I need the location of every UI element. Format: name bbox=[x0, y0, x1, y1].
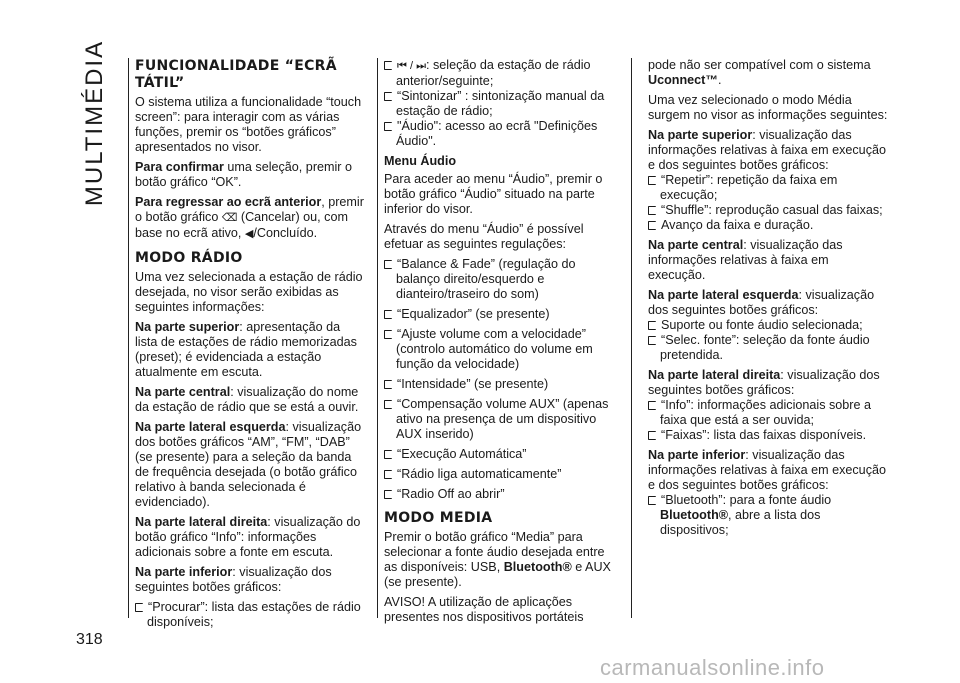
bullet-icon bbox=[648, 336, 656, 345]
page-number: 318 bbox=[76, 631, 103, 648]
heading-media: MODO MEDIA bbox=[384, 510, 493, 526]
bullet-icon bbox=[384, 400, 392, 409]
heading-menu-audio: Menu Áudio bbox=[384, 154, 457, 168]
list-item: “Execução Automática” bbox=[384, 447, 618, 462]
bullet-icon bbox=[648, 321, 656, 330]
bullet-icon bbox=[384, 310, 392, 319]
paragraph-confirm: Para confirmar uma seleção, premir o botão gráfico “OK”. bbox=[135, 160, 352, 189]
bullet-icon bbox=[384, 470, 392, 479]
paragraph-media-bottom: Na parte inferior: visualização das informações relativas à faixa em execução e dos seguintes botões gráficos: bbox=[648, 448, 886, 492]
paragraph-continued: pode não ser compatível com o sistema Uconnect™. bbox=[648, 58, 871, 87]
list-item: “Equalizador” (se presente) bbox=[384, 307, 618, 322]
column-1 bbox=[135, 58, 365, 635]
bullet-icon bbox=[384, 260, 392, 269]
bullet-icon bbox=[384, 61, 392, 70]
bullet-icon bbox=[648, 496, 656, 505]
list-item: “Balance & Fade” (regulação do balanço direito/esquerdo e dianteiro/traseiro do som) bbox=[384, 257, 618, 302]
bullet-icon bbox=[384, 450, 392, 459]
paragraph-aviso: AVISO! A utilização de aplicações presentes nos dispositivos portáteis bbox=[384, 595, 584, 624]
bullet-icon bbox=[384, 122, 392, 131]
paragraph-media-left: Na parte lateral esquerda: visualização dos seguintes botões gráficos: bbox=[648, 288, 875, 317]
bullet-icon bbox=[648, 431, 656, 440]
paragraph-media-selected: Uma vez selecionado o modo Média surgem no visor as informações seguintes: bbox=[648, 93, 888, 122]
bullet-suporte: Suporte ou fonte áudio selecionada; bbox=[648, 318, 888, 333]
bullet-info: “Info”: informações adicionais sobre a faixa que está a ser ouvida; bbox=[648, 398, 888, 428]
paragraph-media-top: Na parte superior: visualização das informações relativas à faixa em execução e dos seguintes botões gráficos: bbox=[648, 128, 886, 172]
bullet-icon bbox=[648, 221, 656, 230]
bullet-procurar: “Procurar”: lista das estações de rádio disponíveis; bbox=[135, 600, 365, 630]
bullet-icon bbox=[648, 176, 656, 185]
list-item: “Radio Off ao abrir” bbox=[384, 487, 618, 502]
column-divider-mid bbox=[377, 58, 378, 618]
bullet-avanco: Avanço da faixa e duração. bbox=[648, 218, 888, 233]
paragraph-radio-right: Na parte lateral direita: visualização do botão gráfico “Info”: informações adicionais sobre a fonte em escuta. bbox=[135, 515, 361, 559]
paragraph-menu-1: Para aceder ao menu “Áudio”, premir o botão gráfico “Áudio” situado na parte inferior do visor. bbox=[384, 172, 603, 216]
bullet-icon bbox=[384, 92, 392, 101]
paragraph-media-center: Na parte central: visualização das informações relativas à faixa em execução. bbox=[648, 238, 843, 282]
bullet-icon bbox=[135, 603, 143, 612]
paragraph-touch: O sistema utiliza a funcionalidade “touch screen”: para interagir com as várias funções, premir os “botões gráficos” apresentados no visor. bbox=[135, 95, 362, 154]
column-divider-left bbox=[128, 58, 129, 618]
bullet-icon bbox=[384, 490, 392, 499]
list-item: “Compensação volume AUX” (apenas ativo na presença de um dispositivo AUX inserido) bbox=[384, 397, 618, 442]
bullet-shuffle: “Shuffle”: reprodução casual das faixas; bbox=[648, 203, 888, 218]
back-arrow-icon: ◀ bbox=[244, 228, 254, 240]
heading-touch: FUNCIONALIDADE “ECRÃ TÁTIL” bbox=[135, 58, 337, 91]
bullet-icon bbox=[384, 330, 392, 339]
paragraph-radio-left: Na parte lateral esquerda: visualização dos botões gráficos “AM”, “FM”, “DAB” (se presente) para a seleção da banda de frequência desejada (o botão gráfico relativo à banda selecionada é evidenciado). bbox=[135, 420, 362, 509]
bullet-bluetooth: “Bluetooth”: para a fonte áudio Bluetooth®, abre a lista dos dispositivos; bbox=[648, 493, 888, 538]
bullet-icon bbox=[648, 206, 656, 215]
cancel-icon: ⌫ bbox=[221, 212, 238, 224]
heading-radio: MODO RÁDIO bbox=[135, 250, 243, 266]
section-title: MULTIMÉDIA bbox=[81, 39, 108, 206]
bullet-icon bbox=[384, 380, 392, 389]
paragraph-media: Premir o botão gráfico “Media” para selecionar a fonte áudio desejada entre as disponíveis: USB, Bluetooth® e AUX (se presente). bbox=[384, 530, 611, 589]
paragraph-radio-top: Na parte superior: apresentação da lista de estações de rádio memorizadas (preset); é evidenciada a estação atualmente em escuta. bbox=[135, 320, 357, 379]
watermark: carmanualsonline.info bbox=[600, 655, 825, 680]
bullet-selec-fonte: “Selec. fonte”: seleção da fonte áudio pretendida. bbox=[648, 333, 888, 363]
audio-settings-list bbox=[384, 257, 618, 502]
column-divider-right bbox=[631, 58, 632, 618]
column-3 bbox=[648, 58, 888, 543]
paragraph-menu-2: Através do menu “Áudio” é possível efetuar as seguintes regulações: bbox=[384, 222, 584, 251]
paragraph-radio-bottom: Na parte inferior: visualização dos seguintes botões gráficos: bbox=[135, 565, 332, 594]
column-2 bbox=[384, 58, 618, 630]
paragraph-radio: Uma vez selecionada a estação de rádio desejada, no visor serão exibidas as seguintes informações: bbox=[135, 270, 363, 314]
paragraph-radio-center: Na parte central: visualização do nome da estação de rádio que se está a ouvir. bbox=[135, 385, 359, 414]
bullet-repetir: “Repetir”: repetição da faixa em execução; bbox=[648, 173, 888, 203]
list-item: “Rádio liga automaticamente” bbox=[384, 467, 618, 482]
bullet-icon bbox=[648, 401, 656, 410]
paragraph-media-right: Na parte lateral direita: visualização dos seguintes botões gráficos: bbox=[648, 368, 880, 397]
bullet-faixas: “Faixas”: lista das faixas disponíveis. bbox=[648, 428, 888, 443]
bullet-prev-next: ⏮ / ⏭: seleção da estação de rádio anterior/seguinte; bbox=[384, 58, 618, 89]
bullet-audio: "Áudio": acesso ao ecrã "Definições Áudio". bbox=[384, 119, 618, 149]
list-item: “Intensidade” (se presente) bbox=[384, 377, 618, 392]
prev-next-icon: ⏮ / ⏭ bbox=[397, 60, 426, 72]
paragraph-back: Para regressar ao ecrã anterior, premir o botão gráfico ⌫ (Cancelar) ou, com base no ecrã ativo, ◀/Concluído. bbox=[135, 195, 364, 240]
list-item: “Ajuste volume com a velocidade” (controlo automático do volume em função da velocidade) bbox=[384, 327, 618, 372]
bullet-sintonizar: “Sintonizar” : sintonização manual da estação de rádio; bbox=[384, 89, 618, 119]
